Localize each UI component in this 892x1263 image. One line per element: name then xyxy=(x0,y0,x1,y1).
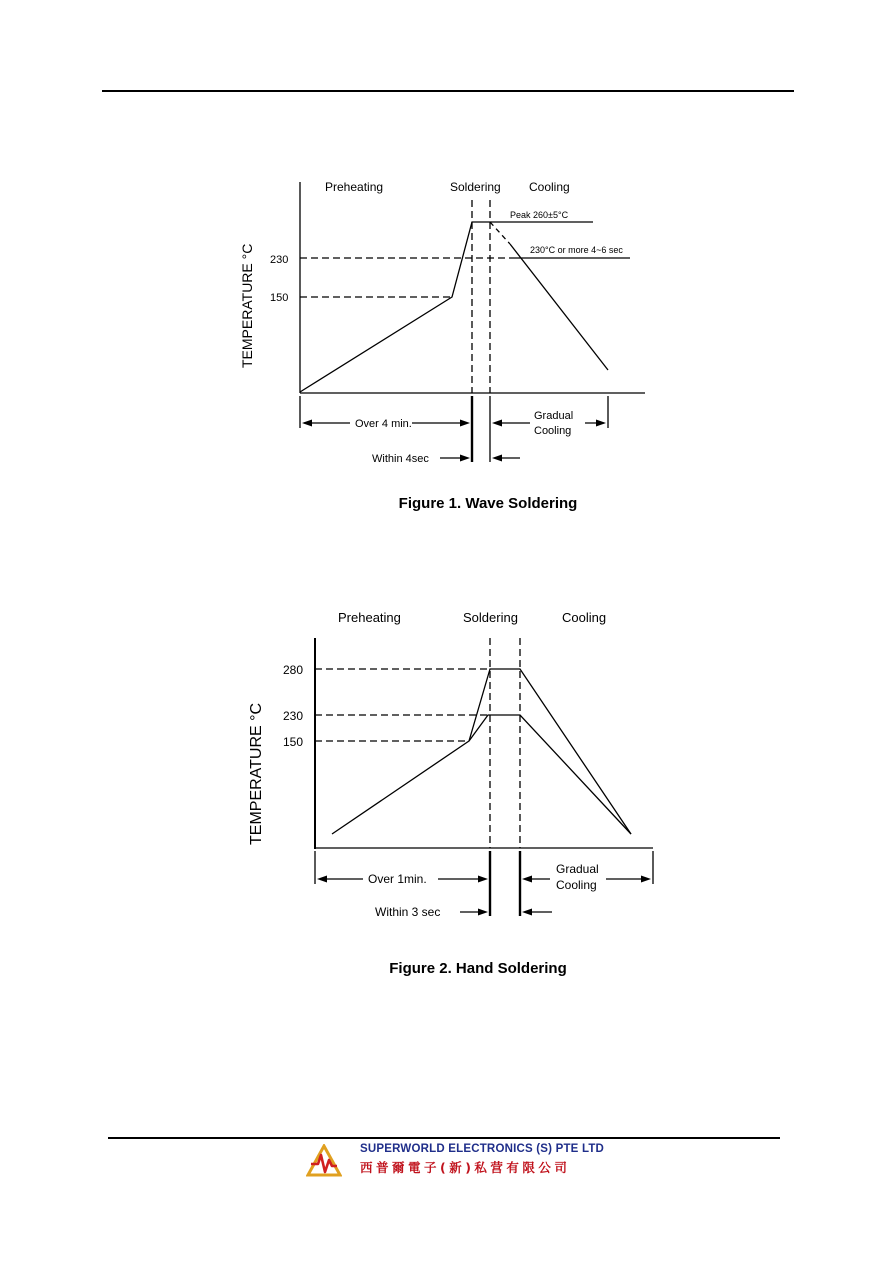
tick-150: 150 xyxy=(283,735,304,749)
y-axis-label: TEMPERATURE °C xyxy=(239,243,255,368)
duration-over: Over 1min. xyxy=(368,872,427,886)
profile-cool xyxy=(510,244,608,370)
company-name-english: SUPERWORLD ELECTRONICS (S) PTE LTD xyxy=(360,1143,605,1155)
footer-rule xyxy=(108,1137,780,1139)
duration-within: Within 3 sec xyxy=(375,905,441,919)
duration-gradual: Gradual xyxy=(556,862,599,876)
profile-280 xyxy=(332,669,631,834)
duration-within: Within 4sec xyxy=(372,453,429,465)
phase-soldering: Soldering xyxy=(450,180,501,194)
duration-gradual: Gradual xyxy=(534,410,574,422)
hold-annotation: 230°C or more 4~6 sec xyxy=(530,245,623,255)
hand-soldering-profile-figure xyxy=(0,540,892,1000)
phase-cooling: Cooling xyxy=(529,180,570,194)
phase-preheating: Preheating xyxy=(338,610,401,625)
profile-curve xyxy=(300,222,490,392)
tick-230: 230 xyxy=(283,709,304,723)
company-footer xyxy=(300,1142,620,1182)
company-name-chinese: 西普爾電子(新)私营有限公司 xyxy=(360,1160,571,1175)
superworld-logo-icon xyxy=(306,1144,342,1178)
profile-230 xyxy=(469,715,631,834)
duration-cooling: Cooling xyxy=(534,425,572,437)
figure2-caption: Figure 2. Hand Soldering xyxy=(389,960,567,977)
figure1-caption: Figure 1. Wave Soldering xyxy=(398,495,578,512)
duration-over: Over 4 min. xyxy=(355,418,412,430)
wave-soldering-profile-figure xyxy=(0,0,892,540)
tick-150: 150 xyxy=(270,292,289,304)
phase-preheating: Preheating xyxy=(325,180,384,194)
profile-cool-dashed xyxy=(490,222,510,244)
tick-280: 280 xyxy=(283,663,304,677)
tick-230: 230 xyxy=(270,254,289,266)
phase-cooling: Cooling xyxy=(562,610,607,625)
phase-soldering: Soldering xyxy=(463,610,518,625)
duration-cooling: Cooling xyxy=(556,878,597,892)
peak-annotation: Peak 260±5°C xyxy=(510,210,569,220)
y-axis-label: TEMPERATURE °C xyxy=(248,702,265,845)
